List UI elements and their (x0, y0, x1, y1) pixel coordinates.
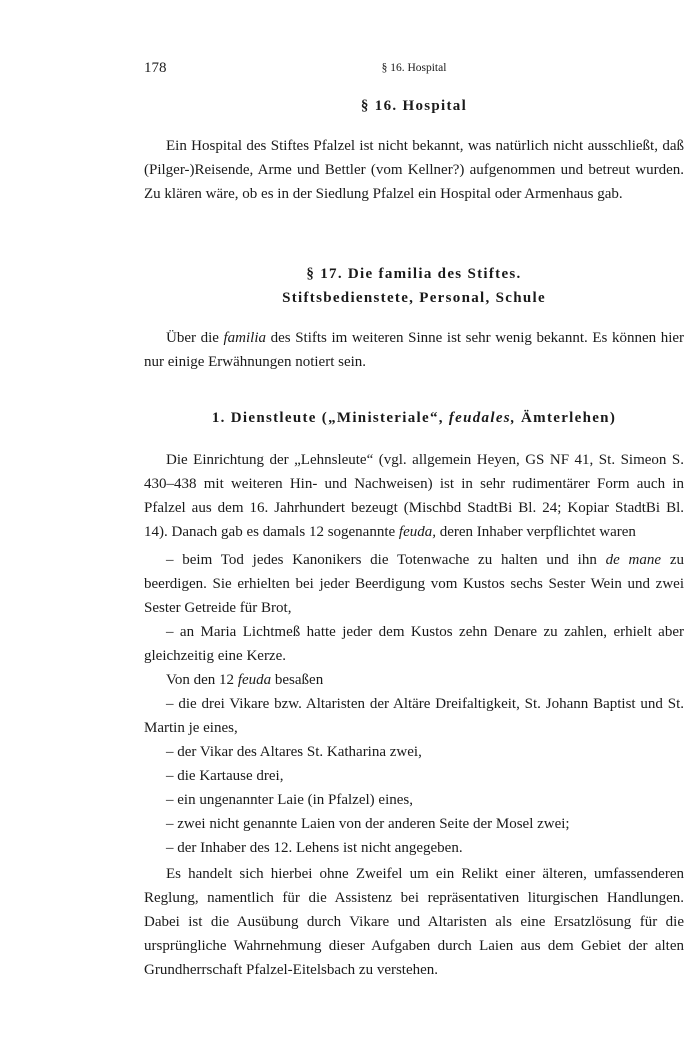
list-item: – ein ungenannter Laie (in Pfalzel) eines, (166, 792, 413, 808)
closing-paragraph: Es handelt sich hierbei ohne Zweifel um ein Relikt einer älteren, umfassenderen Reglung, namentlich für die Assistenz bei repräsentativen liturgischen Handlungen. Dabei ist die Ausübung durch Vikare und Altaristen als eine Ersatzlösung für die ursprüngliche Wahrnehmung dieser Aufgaben durch Laien aus dem Gebiet der alten Grundherrschaft Pfalzel-Eitelsbach zu verstehen. (144, 866, 684, 978)
running-header (144, 60, 684, 80)
running-title: § 16. Hospital (381, 62, 447, 74)
duty-item-1: – beim Tod jedes Kanonikers die Totenwache zu halten und ihn de mane zu beerdigen. Sie erhielten bei jeder Beerdigung vom Kustos sechs Sester Wein und zwei Sester Getreide für Brot, (144, 552, 684, 616)
subsection-1-paragraph: Die Einrichtung der „Lehnsleute“ (vgl. allgemein Heyen, GS NF 41, St. Simeon S. 430–438 mit weiteren Hin- und Nachweisen) ist in sehr rudimentärer Form auch in Pfalzel aus dem 16. Jahrhundert bezeugt (Mischbd StadtBi Bl. 24; Kopiar StadtBi Bl. 14). Danach gab es damals 12 sogenannte feuda, deren Inhaber verpflichtet waren (144, 452, 684, 540)
subsection-1-heading: 1. Dienstleute („Ministeriale“, feudales, Ämterlehen) (211, 410, 617, 426)
page-number: 178 (144, 60, 167, 76)
term-familia: familia (223, 330, 267, 346)
term-de-mane: de mane (605, 552, 662, 568)
list-item: – die Kartause drei, (166, 768, 284, 784)
section-17-heading-line2: Stiftsbedienstete, Personal, Schule (282, 290, 546, 306)
section-16-heading: § 16. Hospital (360, 98, 468, 114)
list-intro: Von den 12 feuda besaßen (166, 672, 324, 688)
term-feudales: feudales, (448, 410, 516, 426)
list-item: – die drei Vikare bzw. Altaristen der Altäre Dreifaltigkeit, St. Johann Baptist und St. Martin je eines, (144, 696, 684, 736)
list-item: – der Vikar des Altares St. Katharina zwei, (166, 744, 422, 760)
term-feuda: feuda, (398, 524, 436, 540)
list-item: – zwei nicht genannte Laien von der anderen Seite der Mosel zwei; (166, 816, 570, 832)
term-feuda-list: feuda (237, 672, 272, 688)
section-16-paragraph: Ein Hospital des Stiftes Pfalzel ist nicht bekannt, was natürlich nicht ausschließt, daß (Pilger-)Reisende, Arme und Bettler (vom Kellner?) aufgenommen und betreut wurden. Zu klären wäre, ob es in der Siedlung Pfalzel ein Hospital oder Armenhaus gab. (144, 138, 684, 202)
section-17-paragraph: Über die familia des Stifts im weiteren Sinne ist sehr wenig bekannt. Es können hier nur einige Erwähnungen notiert sein. (144, 330, 685, 370)
duty-item-2: – an Maria Lichtmeß hatte jeder dem Kustos zehn Denare zu zahlen, erhielt aber gleichzeitig eine Kerze. (144, 624, 684, 664)
section-17-heading-line1: § 17. Die familia des Stiftes. (306, 266, 522, 282)
list-item: – der Inhaber des 12. Lehens ist nicht angegeben. (166, 840, 463, 856)
